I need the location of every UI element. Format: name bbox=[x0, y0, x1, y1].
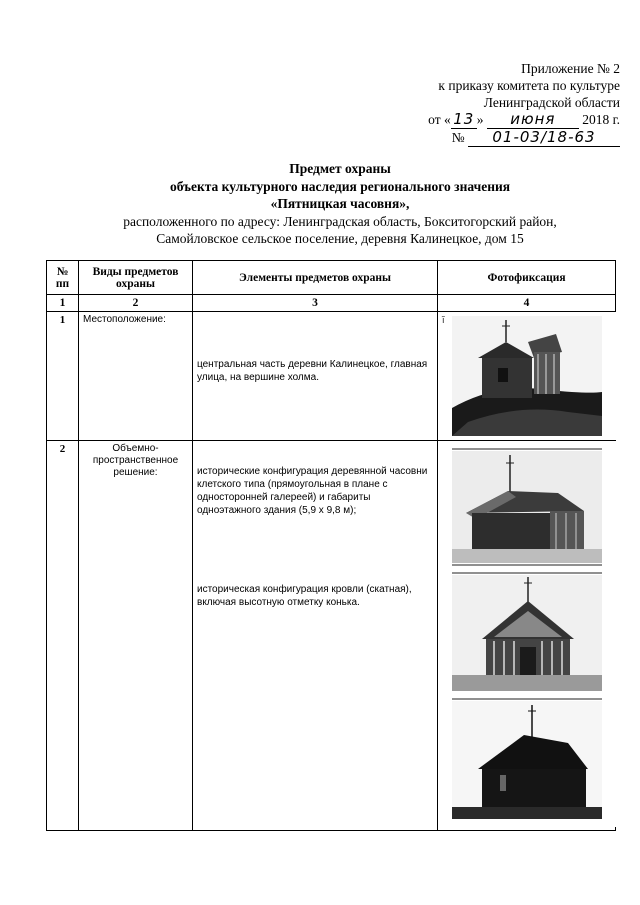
element-text: исторические конфигурация деревянной часовни клетского типа (прямоугольная в плане с односторонней галереей) и габариты одноэтажного здания (5,9 х 9,8 м); bbox=[197, 466, 428, 516]
chapel-photo-side bbox=[438, 441, 616, 569]
appendix-order-ref: к приказу комитета по культуре bbox=[438, 78, 620, 93]
chapel-photo-front bbox=[438, 569, 616, 695]
date-year: 2018 г. bbox=[582, 112, 620, 127]
title-name: «Пятницкая часовня», bbox=[270, 196, 410, 211]
header-kind: Виды предметов охраны bbox=[79, 261, 193, 295]
row-kind: Местоположение: bbox=[79, 312, 193, 441]
chapel-photo-silhouette bbox=[438, 695, 616, 827]
header-number: № пп bbox=[47, 261, 79, 295]
appendix-header bbox=[428, 60, 620, 147]
title-address-1: расположенного по адресу: Ленинградская область, Бокситогорский район, bbox=[123, 213, 557, 229]
protection-table bbox=[46, 260, 616, 831]
row-elements bbox=[193, 312, 438, 441]
row-kind: Объемно-пространственное решение: bbox=[79, 441, 193, 831]
element-text: центральная часть деревни Калинецкое, главная улица, на вершине холма. bbox=[197, 359, 428, 383]
title-address-2: Самойловское сельское поселение, деревня Калинецкое, дом 15 bbox=[156, 231, 524, 246]
chapel-photo-location bbox=[438, 312, 616, 440]
photo-cell bbox=[438, 312, 616, 441]
col-number-1: 1 bbox=[47, 295, 79, 312]
appendix-number: № 01-03/18-63 bbox=[428, 129, 620, 147]
title-object: объекта культурного наследия регионального значения bbox=[169, 178, 511, 194]
header-elements: Элементы предметов охраны bbox=[193, 261, 438, 295]
element-text: историческая конфигурация кровли (скатная), включая высотную отметку конька. bbox=[197, 584, 412, 608]
col-number-4: 4 bbox=[438, 295, 616, 312]
order-number: 01-03/18-63 bbox=[468, 129, 620, 147]
row-elements bbox=[193, 441, 438, 831]
document-title bbox=[60, 160, 620, 248]
date-day: 13 bbox=[451, 111, 477, 129]
appendix-date: от « 13 » июня 2018 г. bbox=[428, 110, 620, 128]
header-photos: Фотофиксация bbox=[438, 261, 616, 295]
row-number: 1 bbox=[47, 312, 79, 441]
title-subject: Предмет охраны bbox=[289, 161, 391, 176]
table-row bbox=[47, 441, 616, 831]
date-month: июня bbox=[487, 111, 579, 129]
table-row bbox=[47, 312, 616, 441]
svg-text:i͂: i͂ bbox=[442, 316, 445, 326]
col-number-3: 3 bbox=[193, 295, 438, 312]
row-number: 2 bbox=[47, 441, 79, 831]
appendix-title: Приложение № 2 bbox=[521, 61, 620, 76]
photo-cell bbox=[438, 441, 616, 831]
col-number-2: 2 bbox=[79, 295, 193, 312]
appendix-region: Ленинградской области bbox=[483, 95, 620, 110]
